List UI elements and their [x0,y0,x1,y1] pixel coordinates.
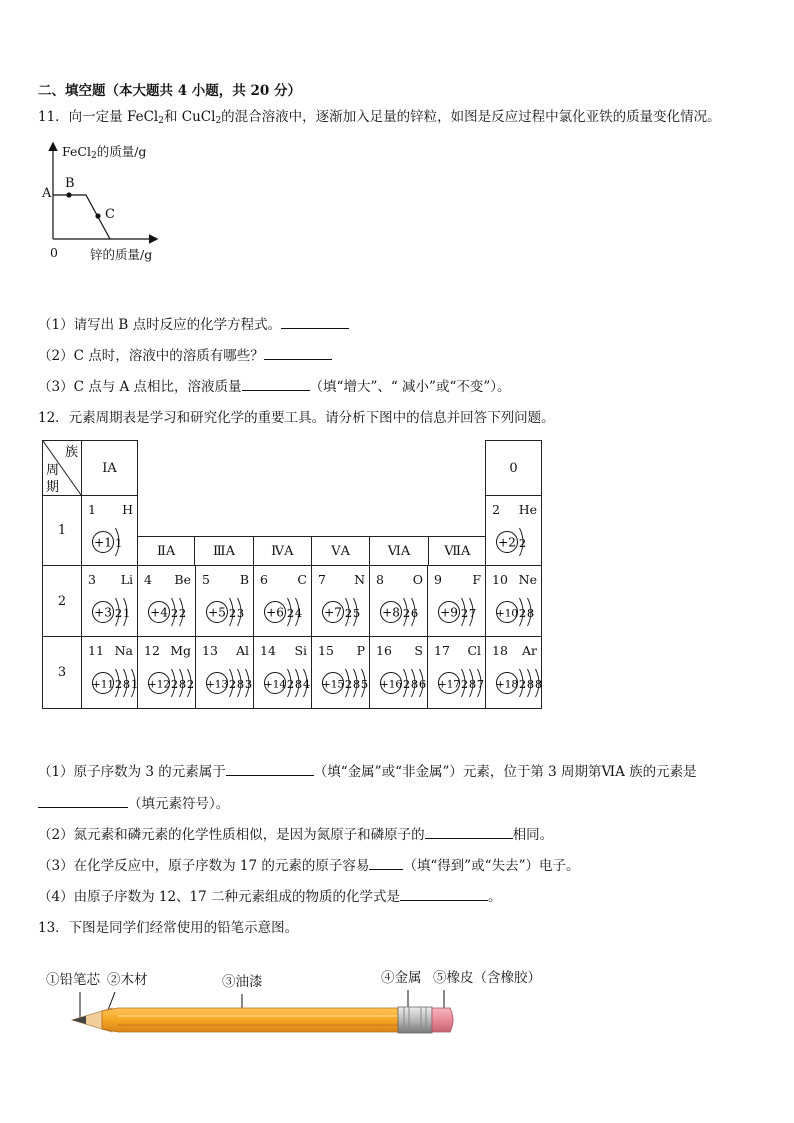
answer-blank[interactable] [38,793,128,808]
nucleus-charge: +5 [208,605,226,620]
answer-blank[interactable] [226,761,314,776]
label-eraser: ⑤橡皮（含橡胶） [433,970,541,986]
atomic-number: 9 [434,572,442,587]
element-cell-na [82,637,138,709]
element-cell-ar [486,637,542,709]
electron-count: 2 [170,606,179,620]
group-6a-header: ⅥA [369,537,427,566]
element-cell-s [370,637,428,709]
element-cell-cl [428,637,486,709]
electron-count: 2 [178,606,187,620]
element-header [434,572,481,587]
electron-count: 2 [286,677,295,691]
nucleus-charge: +15 [321,678,345,691]
label-paint: ③油漆 [222,974,263,990]
atomic-number: 2 [492,502,500,517]
element-symbol: Li [120,572,133,587]
chart-x-label: 锌的质量/g [90,247,153,262]
element-header [88,502,133,517]
q12-sub4: （4）由原子序数为 12、17 二种元素组成的物质的化学式是 。 [38,885,502,905]
element-header [88,643,133,658]
chart-origin: 0 [50,245,58,260]
element-header [260,572,307,587]
group-0-header: 0 [486,441,542,496]
element-symbol: H [122,502,133,517]
point-a-label: A [42,186,52,201]
electron-count: 8 [122,677,131,691]
electron-count: 2 [460,677,469,691]
nucleus-charge: +14 [263,678,287,691]
section-title: 二、填空题（本大题共 4 小题，共 20 分） [38,83,301,99]
atom-structure-diagram [256,661,312,707]
element-header [202,572,249,587]
electron-count: 4 [294,606,303,620]
label-metal: ④金属 [381,970,422,986]
element-symbol: C [297,572,307,587]
svg-text:周: 周 [46,463,60,478]
q12-sub2: （2）氮元素和磷元素的化学性质相似，是因为氮原子和磷原子的 相同。 [38,823,553,843]
atom-structure-diagram [140,590,196,636]
answer-blank[interactable] [242,376,310,391]
pencil-lead [72,1016,86,1024]
electron-count: 2 [518,606,527,620]
nucleus-charge: +1 [94,535,112,550]
element-cell-p [312,637,370,709]
atomic-number: 1 [88,502,96,517]
element-header [492,643,537,658]
atom-structure-diagram [488,661,544,707]
atom-structure-diagram [140,661,196,707]
element-header [144,643,191,658]
period-label: 3 [43,637,82,709]
atom-structure-diagram [314,661,370,707]
q12-sub1-line2: （填元素符号）。 [38,792,229,812]
q12-sub1-line1: （1）原子序数为 3 的元素属于 （填“金属”或“非金属”）元素，位于第 3 周期第ⅥA 族的元素是 [38,760,697,780]
q12-stem: 12．元素周期表是学习和研究化学的重要工具。请分析下图中的信息并回答下列问题。 [38,410,555,426]
electron-count: 5 [352,606,361,620]
element-header [88,572,133,587]
pencil-eraser [432,1008,453,1032]
electron-count: 4 [302,677,311,691]
element-cell-c [254,566,312,637]
atom-structure-diagram [84,520,140,566]
electron-count: 1 [130,677,139,691]
element-symbol: Be [174,572,191,587]
group-3a-header: ⅢA [194,537,252,566]
element-symbol: O [412,572,423,587]
element-cell-he [486,496,542,566]
element-cell-al [196,637,254,709]
electron-count: 8 [526,606,535,620]
nucleus-charge: +4 [150,605,168,620]
element-cell-o [370,566,428,637]
nucleus-charge: +2 [498,535,516,550]
electron-count: 1 [114,536,123,550]
point-b-dot [66,192,71,197]
atom-structure-diagram [198,661,254,707]
atomic-number: 7 [318,572,326,587]
periodic-table [42,440,542,709]
period-label: 2 [43,566,82,637]
element-symbol: He [518,502,537,517]
pencil-diagram [40,980,470,1050]
atom-structure-diagram [430,590,486,636]
electron-count: 6 [410,606,419,620]
element-symbol: Mg [170,643,191,658]
element-symbol: Cl [467,643,481,658]
electron-count: 2 [344,677,353,691]
element-symbol: Na [114,643,133,658]
point-c-dot [95,213,100,218]
atomic-number: 13 [202,643,218,658]
atom-structure-diagram [372,661,428,707]
element-symbol: F [472,572,481,587]
svg-text:族: 族 [65,445,79,460]
q11-sub1: （1）请写出 B 点时反应的化学方程式。 [38,313,349,333]
element-cell-n [312,566,370,637]
electron-count: 6 [418,677,427,691]
point-b-label: B [65,176,75,191]
element-symbol: B [239,572,249,587]
label-lead: ①铅笔芯 [46,972,100,988]
electron-count: 2 [344,606,353,620]
electron-count: 8 [294,677,303,691]
atom-structure-diagram [84,590,140,636]
electron-count: 8 [526,677,535,691]
element-symbol: N [354,572,365,587]
atomic-number: 16 [376,643,392,658]
pencil-metal [398,1007,432,1033]
electron-count: 2 [186,677,195,691]
period-label: 1 [43,496,82,566]
element-header [376,643,423,658]
atom-structure-diagram [256,590,312,636]
point-c-label: C [105,207,115,222]
element-symbol: Ar [521,643,537,658]
answer-blank[interactable] [425,824,513,839]
element-header [434,643,481,658]
fecl2-curve [53,195,110,239]
electron-count: 2 [518,677,527,691]
nucleus-charge: +10 [495,607,519,620]
nucleus-charge: +8 [382,605,400,620]
element-symbol: Si [294,643,307,658]
q11-sub2: （2）C 点时，溶液中的溶质有哪些？ [38,344,332,364]
nucleus-charge: +18 [495,678,519,691]
chart-y-label: FeCl$_2$的质量/g [62,144,147,161]
nucleus-charge: +12 [147,678,171,691]
element-header [318,572,365,587]
nucleus-charge: +9 [440,605,458,620]
electron-count: 8 [410,677,419,691]
atomic-number: 12 [144,643,160,658]
element-cell-f [428,566,486,637]
label-wood: ②木材 [107,972,148,988]
electron-count: 2 [228,677,237,691]
atomic-number: 11 [88,643,104,658]
atom-structure-diagram [198,590,254,636]
nucleus-charge: +13 [205,678,229,691]
atomic-number: 17 [434,643,450,658]
element-cell-mg [138,637,196,709]
atom-structure-diagram [430,661,486,707]
answer-blank[interactable] [400,886,488,901]
nucleus-charge: +6 [266,605,284,620]
svg-text:期: 期 [46,480,60,495]
q13-stem: 13．下图是同学们经常使用的铅笔示意图。 [38,920,299,936]
atomic-number: 18 [492,643,508,658]
element-cell-b [196,566,254,637]
atom-structure-diagram [488,590,544,636]
group-7a-header: ⅦA [428,537,486,566]
element-cell-h [82,496,138,566]
electron-count: 2 [460,606,469,620]
pencil-body [102,1008,398,1032]
atom-structure-diagram [314,590,370,636]
group-5a-header: ⅤA [311,537,369,566]
electron-count: 8 [236,677,245,691]
electron-count: 8 [178,677,187,691]
atom-structure-diagram [488,520,544,566]
answer-blank[interactable] [369,855,403,870]
electron-count: 7 [468,606,477,620]
atomic-number: 3 [88,572,96,587]
electron-count: 5 [360,677,369,691]
element-header [492,502,537,517]
electron-count: 2 [114,677,123,691]
element-cell-ne [486,566,542,637]
electron-count: 2 [286,606,295,620]
element-symbol: Ne [518,572,537,587]
element-cell-li [82,566,138,637]
electron-count: 8 [352,677,361,691]
electron-count: 3 [236,606,245,620]
group-1a-header: ⅠA [82,441,138,496]
electron-count: 2 [518,536,527,550]
q12-sub3: （3）在化学反应中，原子序数为 17 的元素的原子容易 （填“得到”或“失去”）电子。 [38,854,579,874]
q11-sub3: （3）C 点与 A 点相比，溶液质量 （填“增大”、“ 减小”或“不变”）。 [38,375,511,395]
electron-count: 2 [170,677,179,691]
answer-blank[interactable] [281,314,349,329]
atomic-number: 14 [260,643,276,658]
nucleus-charge: +7 [324,605,342,620]
element-symbol: Al [235,643,249,658]
element-symbol: S [414,643,423,658]
electron-count: 2 [114,606,123,620]
element-header [260,643,307,658]
nucleus-charge: +17 [437,678,461,691]
electron-count: 2 [228,606,237,620]
atomic-number: 10 [492,572,508,587]
atomic-number: 6 [260,572,268,587]
element-cell-si [254,637,312,709]
electron-count: 2 [402,606,411,620]
answer-blank[interactable] [264,345,332,360]
group-4a-header: ⅣA [253,537,311,566]
atomic-number: 4 [144,572,152,587]
element-symbol: P [356,643,365,658]
element-cell-be [138,566,196,637]
electron-count: 1 [122,606,131,620]
electron-count: 3 [244,677,253,691]
electron-count: 8 [534,677,543,691]
nucleus-charge: +11 [91,678,115,691]
electron-count: 7 [476,677,485,691]
element-header [492,572,537,587]
electron-count: 2 [402,677,411,691]
group-2a-header: ⅡA [137,537,194,566]
element-header [144,572,191,587]
element-header [202,643,249,658]
atom-structure-diagram [84,661,140,707]
nucleus-charge: +3 [94,605,112,620]
nucleus-charge: +16 [379,678,403,691]
atomic-number: 15 [318,643,334,658]
electron-count: 8 [468,677,477,691]
q11-stem: 11．向一定量 FeCl$_2$和 CuCl$_2$的混合溶液中，逐渐加入足量的锌粒，如图是反应过程中氯化亚铁的质量变化情况。 [38,109,721,126]
element-header [318,643,365,658]
atomic-number: 8 [376,572,384,587]
atom-structure-diagram [372,590,428,636]
element-header [376,572,423,587]
atomic-number: 5 [202,572,210,587]
table-corner [43,441,82,496]
